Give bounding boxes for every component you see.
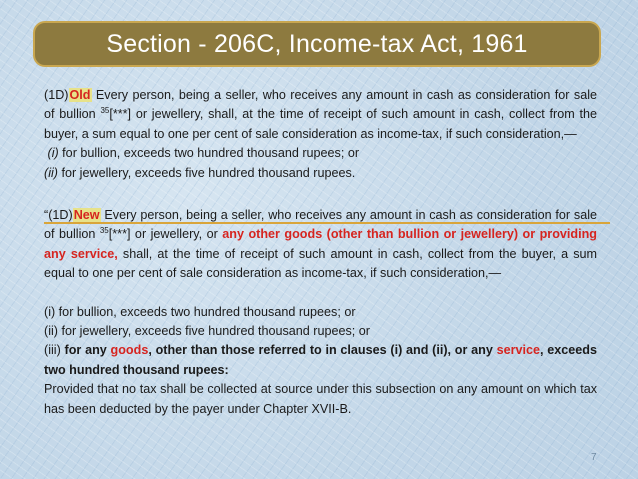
old-item-2 — [44, 164, 597, 183]
new-item-3-bold-c: , exceeds two hundred thousand rupees: — [44, 343, 597, 377]
list-gap — [44, 284, 597, 303]
new-tag: New — [73, 208, 100, 223]
new-item-2: (ii) for jewellery, exceeds five hundred thousand rupees; or — [44, 324, 370, 339]
section-gap — [44, 183, 597, 206]
old-tag: Old — [69, 88, 91, 102]
new-item-3-bold-b: , other than those referred to in clauses (i) and (ii), or any — [148, 343, 497, 358]
slide-title: Section - 206C, Income-tax Act, 1961 — [106, 29, 528, 58]
title-banner — [33, 21, 601, 67]
new-text-b: [***] or jewellery, or — [108, 227, 223, 242]
new-text-c: shall, at the time of receipt of such amount in cash, collect from the buyer, a sum equal to one per cent of sale consideration as income-tax, if such consideration,— — [44, 246, 598, 281]
old-footnote-ref: 35 — [100, 106, 110, 116]
old-item-2-label: (ii) — [44, 165, 58, 180]
new-item-3 — [44, 341, 597, 380]
new-item-3-goods: goods — [110, 343, 149, 358]
page-number: 7 — [591, 452, 597, 463]
new-item-3-bold-a: for any — [64, 343, 111, 358]
proviso: Provided that no tax shall be collected at source under this subsection on any amount on which tax has been deducted by the payer under Chapter XVII-B. — [44, 382, 597, 416]
old-prefix: (1D) — [44, 88, 69, 102]
old-item-1-label: (i) — [47, 146, 59, 161]
new-prefix: “(1D) — [44, 208, 73, 223]
old-text-a: Every person, being a seller, who receives any amount in cash as consideration for sale of bullion — [44, 88, 597, 122]
old-item-2-text: for jewellery, exceeds five hundred thousand rupees. — [57, 165, 356, 180]
new-provision-paragraph — [44, 206, 597, 284]
new-item-3-service: service — [496, 343, 541, 358]
section-divider — [44, 222, 610, 224]
old-item-1 — [44, 144, 597, 163]
old-text-b: [***] or jewellery, shall, at the time of receipt of such amount in cash, collect from the buyer, a sum equal to one per cent of sale consideration as income-tax, if such consideration,— — [44, 107, 597, 141]
new-item-3-prefix: (iii) — [44, 343, 65, 358]
slide-body — [44, 86, 597, 419]
old-item-1-text: for bullion, exceeds two hundred thousand rupees; or — [58, 146, 360, 161]
new-text-a: Every person, being a seller, who receives any amount in cash as consideration for sale of bullion — [44, 208, 597, 242]
old-provision-paragraph — [44, 86, 597, 144]
new-highlight: any other goods (other than bullion or jewellery) or providing any service, — [44, 227, 597, 261]
new-footnote-ref: 35 — [99, 226, 109, 236]
new-item-1: (i) for bullion, exceeds two hundred thousand rupees; or — [44, 304, 356, 319]
